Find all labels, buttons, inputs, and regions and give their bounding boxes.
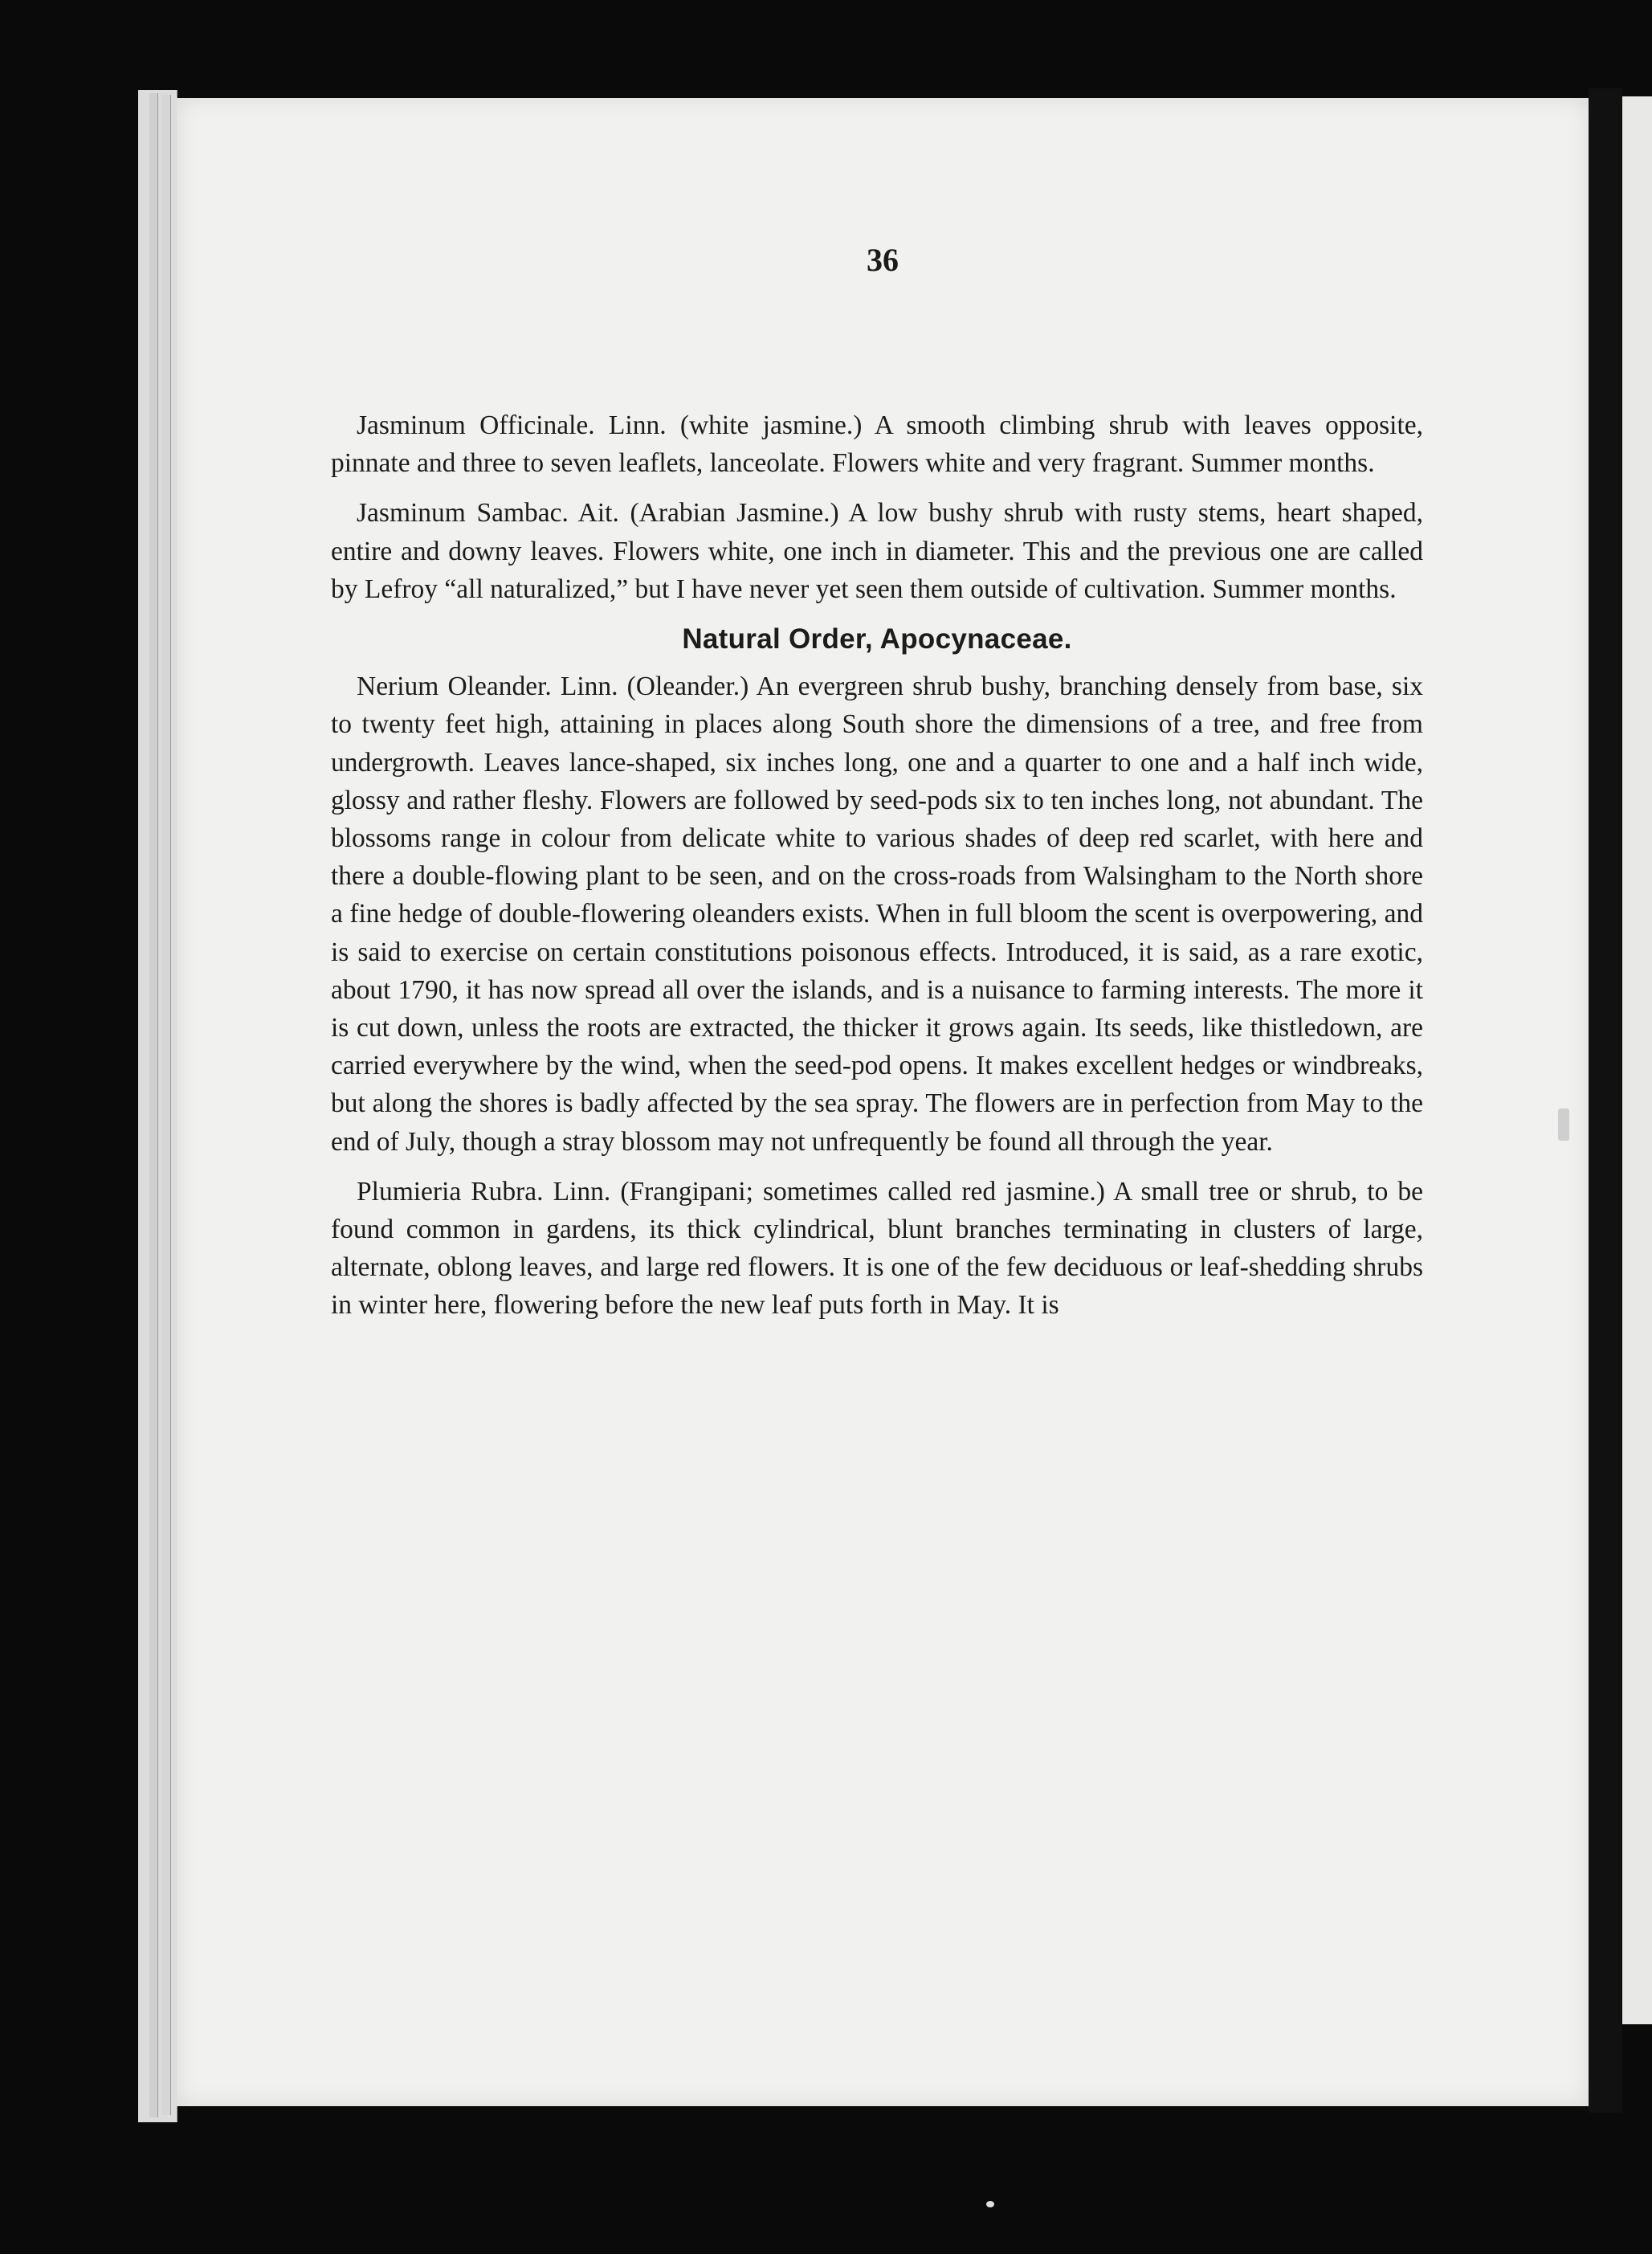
book-spine-shadow: [1589, 88, 1622, 2113]
entry-plumieria-rubra: Plumieria Rubra. Linn. (Frangipani; sometimes called red jasmine.) A small tree or shrub, to be found common in gardens, its thick cylindrical, blunt branches terminating in clusters of large, alternate, oblong leaves, and large red flowers. It is one of the few deciduous or leaf-shedding shrubs in winter here, flowering before the new leaf puts forth in May. It is: [331, 1176, 1423, 1321]
natural-order-heading: Natural Order, Apocynaceae.: [682, 623, 1072, 655]
scan-speck: [1558, 1109, 1569, 1141]
page-number: 36: [867, 242, 899, 278]
page-edge: [162, 95, 171, 2115]
page-body: [331, 406, 1423, 1337]
page-edge: [149, 93, 158, 2117]
entry-jasminum-sambac: Jasminum Sambac. Ait. (Arabian Jasmine.) A low bushy shrub with rusty stems, heart shaped, entire and downy leaves. Flowers white, one inch in diameter. This and the previous one are called by Lefroy “all naturalized,” but I have never yet seen them outside of cultivation. Summer months.: [331, 498, 1423, 604]
scan-speck: [986, 2201, 994, 2207]
facing-page-edge: [1622, 96, 1652, 2024]
entry-nerium-oleander: Nerium Oleander. Linn. (Oleander.) An evergreen shrub bushy, branching densely from base, six to twenty feet high, attaining in places along South shore the dimensions of a tree, and free from undergrowth. Leaves lance-shaped, six inches long, one and a quarter to one and a half inch wide, glossy and rather fleshy. Flowers are followed by seed-pods six to ten inches long, not abundant. The blossoms range in colour from delicate white to various shades of deep red scarlet, with here and there a double-flowing plant to be seen, and on the cross-roads from Walsingham to the North shore a fine hedge of double-flowering oleanders exists. When in full bloom the scent is overpowering, and is said to exercise on certain constitutions poisonous effects. Introduced, it is said, as a rare exotic, about 1790, it has now spread all over the islands, and is a nuisance to farming interests. The more it is cut down, unless the roots are extracted, the thicker it grows again. Its seeds, like thistledown, are carried everywhere by the wind, when the seed-pod opens. It makes excellent hedges or windbreaks, but along the shores is badly affected by the sea spray. The flowers are in perfection from May to the end of July, though a stray blossom may not unfrequently be found all through the year.: [331, 672, 1423, 1157]
entry-jasminum-officinale: Jasminum Officinale. Linn. (white jasmine.) A smooth climbing shrub with leaves opposite, pinnate and three to seven leaflets, lanceolate. Flowers white and very fragrant. Summer months.: [331, 410, 1423, 479]
